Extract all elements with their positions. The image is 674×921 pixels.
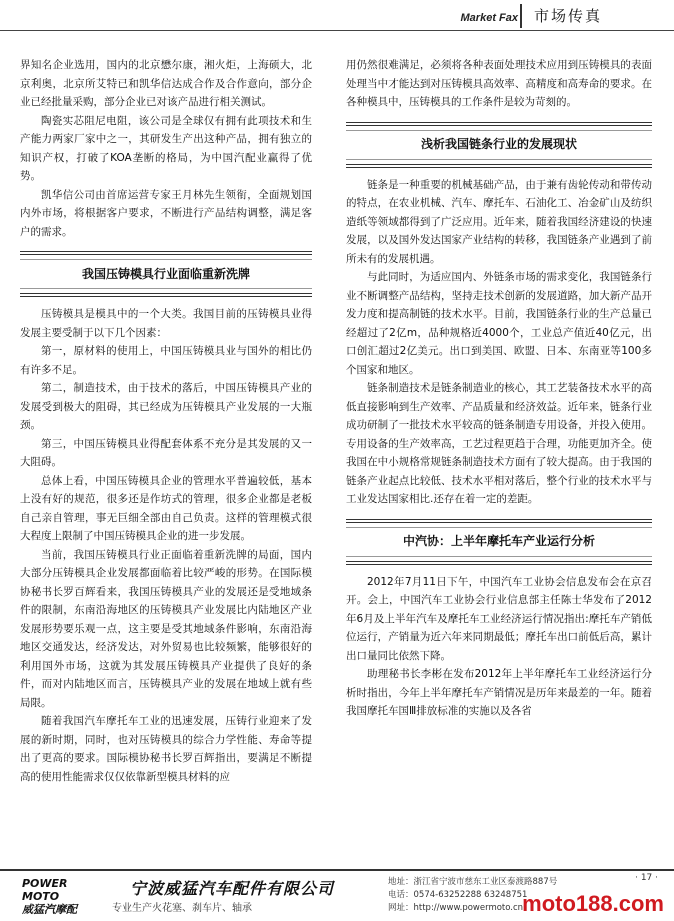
header-section: 市场传真 bbox=[520, 4, 654, 28]
logo-subtext: 威猛汽摩配 bbox=[22, 903, 77, 916]
phone: 电话：0574-63252288 63248751 bbox=[388, 890, 528, 900]
paragraph: 用仍然很难满足，必须将各种表面处理技术应用到压铸模具的表面处理当中才能达到对压铸模具高效率、高精度和高寿命的要求。在各种模具中，压铸模具的工作条件是较为苛刻的。 bbox=[346, 59, 652, 108]
paragraph: 总体上看，中国压铸模具企业的管理水平普遍较低，基本上没有好的规范，很多还是作坊式的管理，很多企业都是老板自己亲自管理，事无巨细全部由自己负责。这样的管理模式很大程度上限制了中国压铸模具企业的进一步发展。 bbox=[20, 474, 312, 542]
paragraph: 第三，中国压铸模具业得配套体系不充分是其发展的又一大阻碍。 bbox=[20, 437, 312, 468]
section-title: 我国压铸模具行业面临重新洗牌 bbox=[20, 251, 312, 297]
right-column bbox=[346, 56, 652, 721]
paragraph: 压铸模具是模具中的一个大类。我国目前的压铸模具业得发展主要受制于以下几个因素： bbox=[20, 308, 312, 339]
left-column bbox=[20, 56, 312, 786]
paragraph: 助理秘书长李彬在发布2012年上半年摩托车工业经济运行分析时指出，今年上半年摩托车产销情况是历年来最差的一年。随着我国摩托车国Ⅲ排放标准的实施以及各省 bbox=[346, 668, 652, 717]
paragraph: 第一，原材料的使用上，中国压铸模具业与国外的相比仍有许多不足。 bbox=[20, 345, 312, 376]
paragraph: 2012年7月11日下午，中国汽车工业协会信息发布会在京召开。会上，中国汽车工业协会行业信息部主任陈士华发布了2012年6月及上半年汽车及摩托车工业经济运行情况指出:摩托车产销低位运行，产销量为近六年来同期最低；摩托车出口前低后高，累计出口量同比依然下降。 bbox=[346, 575, 652, 662]
paragraph: 陶瓷实芯阻尼电阻，该公司是全球仅有拥有此项技术和生产能力两家厂家中之一，其研发生产出这种产品，拥有独立的知识产权，打破了KOA垄断的格局，为中国汽配业赢得了优势。 bbox=[20, 114, 312, 182]
paragraph: 链条制造技术是链条制造业的核心，其工艺装备技术水平的高低直接影响到生产效率、产品质量和经济效益。近年来，链条行业成功研制了一批技术水平较高的链条制造专用设备，并投入使用。专用设备的生产效率高，工艺过程更趋于合理，功能更加齐全。使我国在中小规格常规链条制造技术方面有了较大提高。由于我国的链条产业起点比较低、技术水平相对落后，整个行业的技术水平与工业发达国家相比.还存在着一定的差距。 bbox=[346, 382, 652, 505]
paragraph: 随着我国汽车摩托车工业的迅速发展，压铸行业迎来了发展的新时期，同时，也对压铸模具的综合力学性能、寿命等提出了更高的要求。国际模协秘书长罗百辉指出，要满足不断提高的使用性能需求仅仅依靠新型模具材料的应 bbox=[20, 715, 312, 783]
paragraph: 与此同时，为适应国内、外链条市场的需求变化，我国链条行业不断调整产品结构，坚持走技术创新的发展道路，加大新产品开发力度和提高制链的技术水平。目前，我国链条行业的生产总量已经超过了2亿m，品种规格近4000个，工业总产值近40亿元，出口创汇超过2亿美元。出口到美国、欧盟、日本、东南亚等100多个国家和地区。 bbox=[346, 271, 652, 376]
watermark: moto188.com bbox=[522, 891, 664, 916]
paragraph: 第二，制造技术，由于技术的落后，中国压铸模具产业的发展受到极大的阻碍，其已经成为压铸模具产业发展的一大瓶颈。 bbox=[20, 382, 312, 431]
page-header bbox=[0, 0, 674, 31]
page-number: · 17 · bbox=[635, 873, 658, 883]
logo-text: POWER MOTO bbox=[22, 877, 68, 903]
section-title: 中汽协：上半年摩托车产业运行分析 bbox=[346, 519, 652, 565]
paragraph: 链条是一种重要的机械基础产品，由于兼有齿轮传动和带传动的特点，在农业机械、汽车、摩托车、石油化工、冶金矿山及纺织造纸等领域都得到了广泛应用。近年来，随着我国经济建设的快速发展，以及国外发达国家产业结构的转移，我国链条产业遇到了前所未有的发展机遇。 bbox=[346, 178, 652, 265]
section-title: 浅析我国链条行业的发展现状 bbox=[346, 122, 652, 168]
website: 网址：http://www.powermoto.cn bbox=[388, 903, 524, 913]
paragraph: 当前，我国压铸模具行业正面临着重新洗牌的局面，国内大部分压铸模具企业发展都面临着比较严峻的形势。在国际模协秘书长罗百辉看来，我国压铸模具产业的发展还是受地域条件的限制，东南沿海地区的压铸模具产业发展比内陆地区产业发展形势要乐观一点，这主要是受其地域条件影响，东南沿海地区交通发达，经济发达，对外贸易也比较频繁，能够很好的利用国外市场，这就为其发展压铸模具产业提供了良好的条件，而对内陆地区而言，压铸模具产业的发展在地域上就有些局限。 bbox=[20, 548, 312, 709]
logo bbox=[22, 877, 90, 916]
product-line: 专业生产火花塞、刹车片、轴承 bbox=[112, 903, 252, 914]
paragraph: 凯华信公司由首席运营专家王月林先生领衔，全面规划国内外市场，将根据客户要求，不断进行产品结构调整，满足客户的需求。 bbox=[20, 188, 312, 238]
address: 地址：浙江省宁波市慈东工业区泰渡路887号 bbox=[388, 877, 558, 887]
page-footer bbox=[0, 869, 674, 921]
paragraph: 界知名企业选用，国内的北京懋尔康，湘火炬，上海硕大，北京利奥，北京所艾特已和凯华信达成合作及合作意向，部分企业已经批量采购，部分企业已对该产品进行相关测试。 bbox=[20, 59, 312, 108]
header-tag: Market Fax bbox=[460, 12, 518, 24]
company-name: 宁波威猛汽车配件有限公司 bbox=[130, 879, 335, 898]
